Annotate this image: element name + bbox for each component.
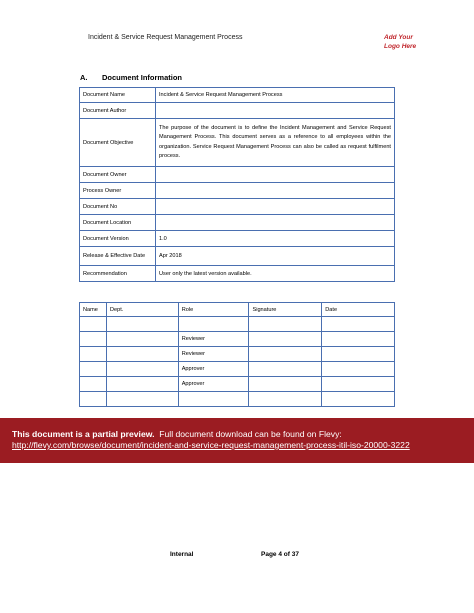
header-title: Incident & Service Request Management Process	[88, 34, 243, 41]
cell-name	[80, 362, 107, 377]
row-value: The purpose of the document is to define the Incident Management and Service Request Management Process. This document serves as a reference to all employees within the organization. Service Request Management Process can also be called as request fulfilment process.	[156, 119, 395, 167]
header-date: Date	[322, 303, 395, 317]
cell-dept	[106, 362, 178, 377]
row-label: Recommendation	[80, 266, 156, 282]
preview-banner	[0, 418, 474, 463]
row-label: Document Author	[80, 103, 156, 119]
banner-line-2	[12, 440, 474, 451]
row-value: Apr 2018	[156, 247, 395, 266]
cell-date	[322, 377, 395, 392]
cell-role: Reviewer	[178, 332, 249, 347]
banner-bold-text: This document is a partial preview.	[12, 429, 155, 439]
cell-role: Approver	[178, 377, 249, 392]
cell-date	[322, 332, 395, 347]
row-label: Document No	[80, 199, 156, 215]
cell-role	[178, 317, 249, 332]
table-row	[80, 103, 395, 119]
table-row	[80, 183, 395, 199]
row-label: Document Name	[80, 88, 156, 103]
section-heading	[80, 73, 182, 82]
table-row	[80, 392, 395, 407]
row-value: Incident & Service Request Management Process	[156, 88, 395, 103]
row-value	[156, 167, 395, 183]
cell-dept	[106, 347, 178, 362]
cell-role: Approver	[178, 362, 249, 377]
cell-date	[322, 392, 395, 407]
cell-signature	[249, 377, 322, 392]
header-role: Role	[178, 303, 249, 317]
document-info-table	[79, 87, 395, 282]
table-row	[80, 167, 395, 183]
cell-signature	[249, 332, 322, 347]
cell-dept	[106, 377, 178, 392]
row-value: 1.0	[156, 231, 395, 247]
header-dept: Dept.	[106, 303, 178, 317]
row-value	[156, 199, 395, 215]
table-row	[80, 317, 395, 332]
row-value	[156, 215, 395, 231]
cell-name	[80, 332, 107, 347]
row-value	[156, 103, 395, 119]
cell-date	[322, 317, 395, 332]
cell-signature	[249, 392, 322, 407]
cell-date	[322, 347, 395, 362]
row-label: Process Owner	[80, 183, 156, 199]
logo-line-2: Logo Here	[384, 43, 417, 50]
footer-page-number: Page 4 of 37	[261, 551, 299, 558]
cell-signature	[249, 317, 322, 332]
row-label: Document Location	[80, 215, 156, 231]
cell-dept	[106, 317, 178, 332]
table-header-row	[80, 303, 395, 317]
table-row	[80, 266, 395, 282]
table-row	[80, 332, 395, 347]
table-row	[80, 231, 395, 247]
cell-dept	[106, 332, 178, 347]
logo-placeholder	[384, 33, 416, 51]
signature-table	[79, 302, 395, 407]
cell-dept	[106, 392, 178, 407]
cell-name	[80, 317, 107, 332]
header-signature: Signature	[249, 303, 322, 317]
row-label: Document Objective	[80, 119, 156, 167]
row-value	[156, 183, 395, 199]
row-label: Release & Effective Date	[80, 247, 156, 266]
footer-classification: Internal	[170, 551, 194, 558]
section-title: Document Information	[102, 73, 182, 82]
cell-role	[178, 392, 249, 407]
cell-role: Reviewer	[178, 347, 249, 362]
table-row	[80, 247, 395, 266]
table-row	[80, 199, 395, 215]
cell-name	[80, 392, 107, 407]
cell-signature	[249, 362, 322, 377]
row-label: Document Owner	[80, 167, 156, 183]
cell-signature	[249, 347, 322, 362]
table-row	[80, 88, 395, 103]
table-row	[80, 377, 395, 392]
table-row	[80, 215, 395, 231]
row-value: User only the latest version available.	[156, 266, 395, 282]
banner-text: Full document download can be found on Flevy:	[159, 429, 342, 439]
header-name: Name	[80, 303, 107, 317]
table-row	[80, 347, 395, 362]
cell-date	[322, 362, 395, 377]
cell-name	[80, 347, 107, 362]
banner-line-1	[12, 429, 474, 440]
table-row	[80, 119, 395, 167]
section-letter: A.	[80, 73, 88, 82]
logo-line-1: Add Your	[384, 34, 413, 41]
flevy-download-link[interactable]: http://flevy.com/browse/document/incident-and-service-request-management-process-itil-iso-20000-3222	[12, 440, 410, 450]
table-row	[80, 362, 395, 377]
row-label: Document Version	[80, 231, 156, 247]
cell-name	[80, 377, 107, 392]
